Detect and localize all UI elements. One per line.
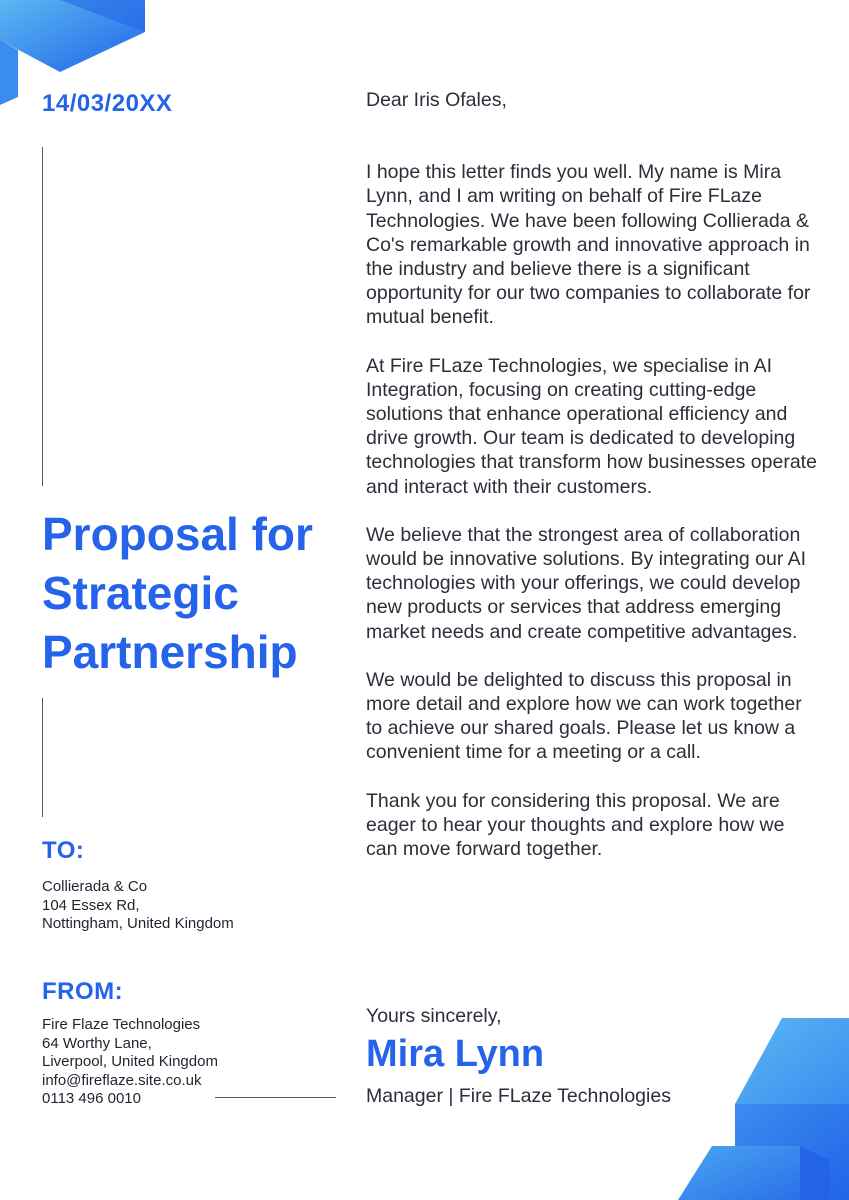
title-line: Proposal for (42, 508, 313, 560)
letter-paragraph: At Fire FLaze Technologies, we specialise in AI Integration, focusing on creating cutting-edge solutions that enhance operational efficiency and drive growth. Our team is dedicated to developing technologies that transform how businesses operate and interact with their customers. (366, 354, 817, 498)
salutation: Dear Iris Ofales, (366, 89, 507, 111)
title-line: Partnership (42, 626, 298, 678)
letter-body (366, 88, 821, 885)
letter-paragraph: We would be delighted to discuss this proposal in more detail and explore how we can work together to achieve our shared goals. Please let us know a convenient time for a meeting or a call. (366, 668, 802, 764)
address-line: Nottingham, United Kingdom (42, 915, 234, 933)
sender-address (42, 1016, 218, 1109)
address-line: Fire Flaze Technologies (42, 1016, 201, 1033)
address-line: 104 Essex Rd, (42, 896, 140, 914)
address-line: 64 Worthy Lane, (42, 1034, 152, 1052)
divider-middle (42, 698, 43, 817)
letter-paragraph: We believe that the strongest area of collaboration would be innovative solutions. By integrating our AI technologies with your offerings, we could develop new products or services that address emerging market needs and create competitive advantages. (366, 523, 807, 643)
closing-line: Yours sincerely, (366, 1005, 502, 1027)
recipient-address (42, 878, 234, 934)
signer-role: Manager | Fire FLaze Technologies (366, 1085, 671, 1107)
divider-top (42, 147, 43, 486)
signature-divider (215, 1097, 336, 1098)
letter-paragraph: I hope this letter finds you well. My name is Mira Lynn, and I am writing on behalf of Fire FLaze Technologies. We have been following Collierada & Co's remarkable growth and innovative approach in the industry and believe there is a significant opportunity for our two companies to collaborate for mutual benefit. (366, 161, 811, 329)
sender-email: info@fireflaze.site.co.uk (42, 1071, 202, 1089)
address-line: Collierada & Co (42, 878, 148, 895)
address-line: Liverpool, United Kingdom (42, 1053, 218, 1071)
letter-date: 14/03/20XX (42, 90, 173, 117)
to-heading: TO: (42, 837, 85, 864)
sender-phone: 0113 496 0010 (42, 1090, 141, 1108)
from-heading: FROM: (42, 978, 124, 1005)
letter-paragraph: Thank you for considering this proposal. We are eager to hear your thoughts and explore how we can move forward together. (366, 789, 785, 861)
proposal-title (42, 505, 352, 682)
title-line: Strategic (42, 567, 239, 619)
signer-name: Mira Lynn (366, 1033, 545, 1075)
